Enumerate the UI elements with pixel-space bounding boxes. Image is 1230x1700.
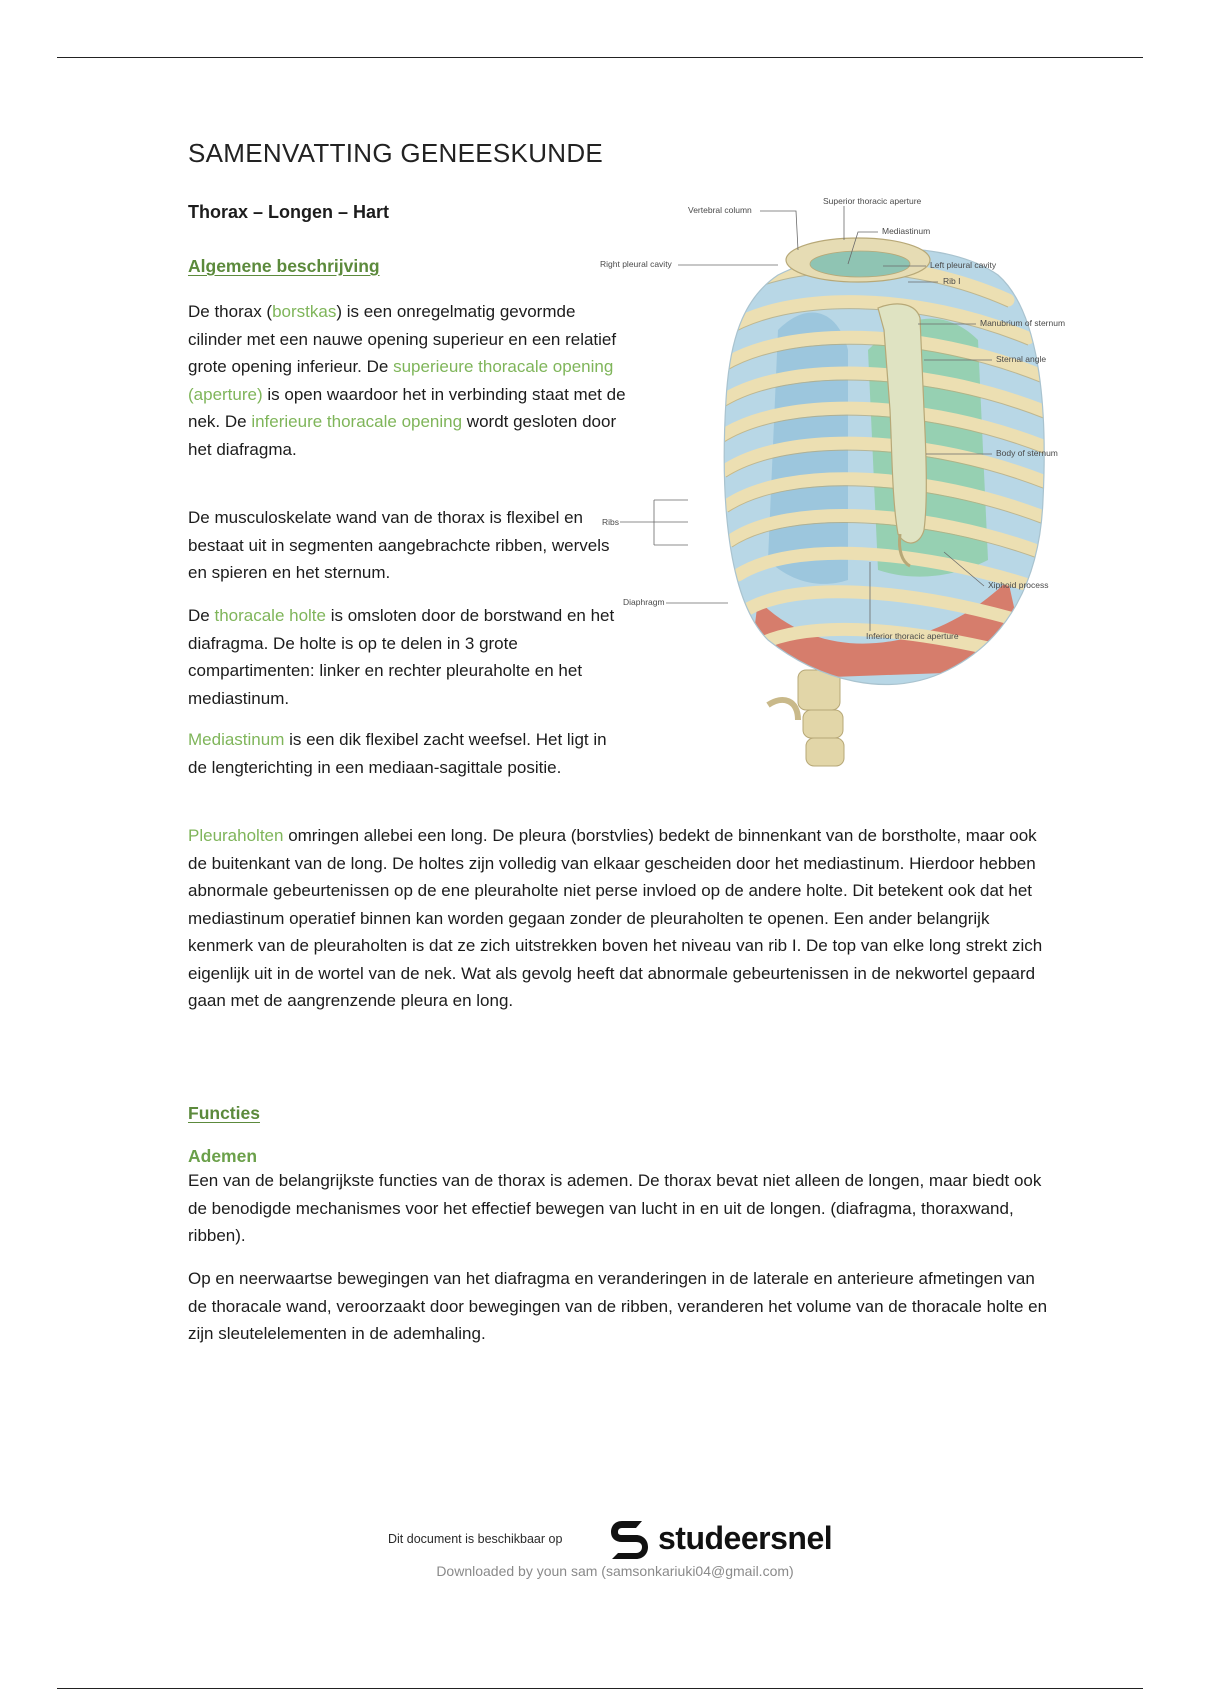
label-vertebral-column: Vertebral column (688, 205, 752, 215)
label-sternal-angle: Sternal angle (996, 354, 1047, 364)
label-mediastinum: Mediastinum (882, 226, 931, 236)
label-ribs: Ribs (602, 517, 620, 527)
paragraph-breathing-2: Op en neerwaartse bewegingen van het diafragma en veranderingen in de laterale en anterieure afmetingen van de thoracale wand, veroorzaakt door bewegingen van de ribben, veranderen het volume van de thoracale holte en zijn sleutelelementen in de ademhaling. (188, 1269, 1048, 1343)
label-xiphoid-process: Xiphoid process (988, 580, 1049, 590)
term-pleural-cavities: Pleuraholten (188, 826, 284, 845)
paragraph-pleural-cavities: Pleuraholten omringen allebei een long. De pleura (borstvlies) bedekt de binnenkant van de borstholte, maar ook de buitenkant van de long. De holtes zijn volledig van elkaar gescheiden door het mediastinum. Hierdoor hebben abnormale gebeurtenissen op de ene pleuraholte niet perse invloed op de andere holte. Dit betekent ook dat het mediastinum operatief binnen kan worden gegaan zonder de pleuraholten te openen. Een ander belangrijk kenmerk van de pleuraholten is dat ze zich uitstrekken boven het niveau van rib I. De top van elke long strekt zich eigenlijk uit in de wortel van de nek. Wat als gevolg heeft dat abnormale gebeurtenissen in de nekwortel gepaard gaan met de aangrenzende pleura en long. (188, 826, 1043, 1010)
vertebral-column-shape (768, 670, 844, 766)
paragraph-breathing-1: Een van de belangrijkste functies van de thorax is ademen. De thorax bevat niet alleen de longen, maar biedt ook de benodigde mechanismes voor het effectief bewegen van lucht in en uit de longen. (diafragma, thoraxwand, ribben). (188, 1171, 1042, 1245)
heading-functions: Functies (188, 1103, 260, 1123)
heading-general-description: Algemene beschrijving (188, 256, 380, 276)
label-superior-aperture: Superior thoracic aperture (823, 196, 922, 206)
label-manubrium: Manubrium of sternum (980, 318, 1066, 328)
footer-available-text: Dit document is beschikbaar op (388, 1532, 563, 1546)
term-superior-aperture: superieure thoracale opening (aperture) (188, 357, 614, 404)
term-inferior-aperture: inferieure thoracale opening (251, 412, 463, 431)
paragraph-mediastinum: Mediastinum is een dik flexibel zacht weefsel. Het ligt in de lengterichting in een mediaan-sagittale positie. (188, 730, 607, 777)
studeersnel-logo-icon (606, 1515, 652, 1561)
label-body-of-sternum: Body of sternum (996, 448, 1058, 458)
label-right-pleural-cavity: Right pleural cavity (600, 259, 672, 269)
document-title: SAMENVATTING GENEESKUNDE (188, 138, 604, 168)
paragraph-thoracic-cavity: De thoracale holte is omsloten door de borstwand en het diafragma. De holte is op te delen in 3 grote compartimenten: linker en rechter pleuraholte en het mediastinum. (188, 606, 615, 708)
footer-downloaded-by: Downloaded by youn sam (samsonkariuki04@gmail.com) (436, 1563, 794, 1579)
term-thoracic-cavity: thoracale holte (214, 606, 326, 625)
studeersnel-logo[interactable] (606, 1515, 832, 1561)
label-diaphragm: Diaphragm (623, 597, 665, 607)
document-subtitle: Thorax – Longen – Hart (188, 202, 390, 222)
bottom-rule (57, 1688, 1143, 1689)
label-rib-1: Rib I (943, 276, 961, 286)
label-inferior-aperture: Inferior thoracic aperture (866, 631, 959, 641)
paragraph-thorax-intro: De thorax (borstkas) is een onregelmatig gevormde cilinder met een nauwe opening superieur en een relatief grote opening inferieur. De superieure thoracale opening (aperture) is open waardoor het in verbinding staat met de nek. De inferieure thoracale opening wordt gesloten door het diafragma. (188, 302, 626, 459)
term-mediastinum: Mediastinum (188, 730, 285, 749)
term-borstkas: borstkas (272, 302, 337, 321)
studeersnel-brand-text: studeersnel (658, 1519, 833, 1556)
thorax-illustration (600, 196, 1170, 780)
top-rule (57, 57, 1143, 58)
subheading-breathing: Ademen (188, 1146, 258, 1166)
paragraph-musculoskeletal-wall: De musculoskelate wand van de thorax is flexibel en bestaat uit in segmenten aangebrachcte ribben, wervels en spieren en het sternum. (188, 508, 610, 582)
label-left-pleural-cavity: Left pleural cavity (930, 260, 997, 270)
